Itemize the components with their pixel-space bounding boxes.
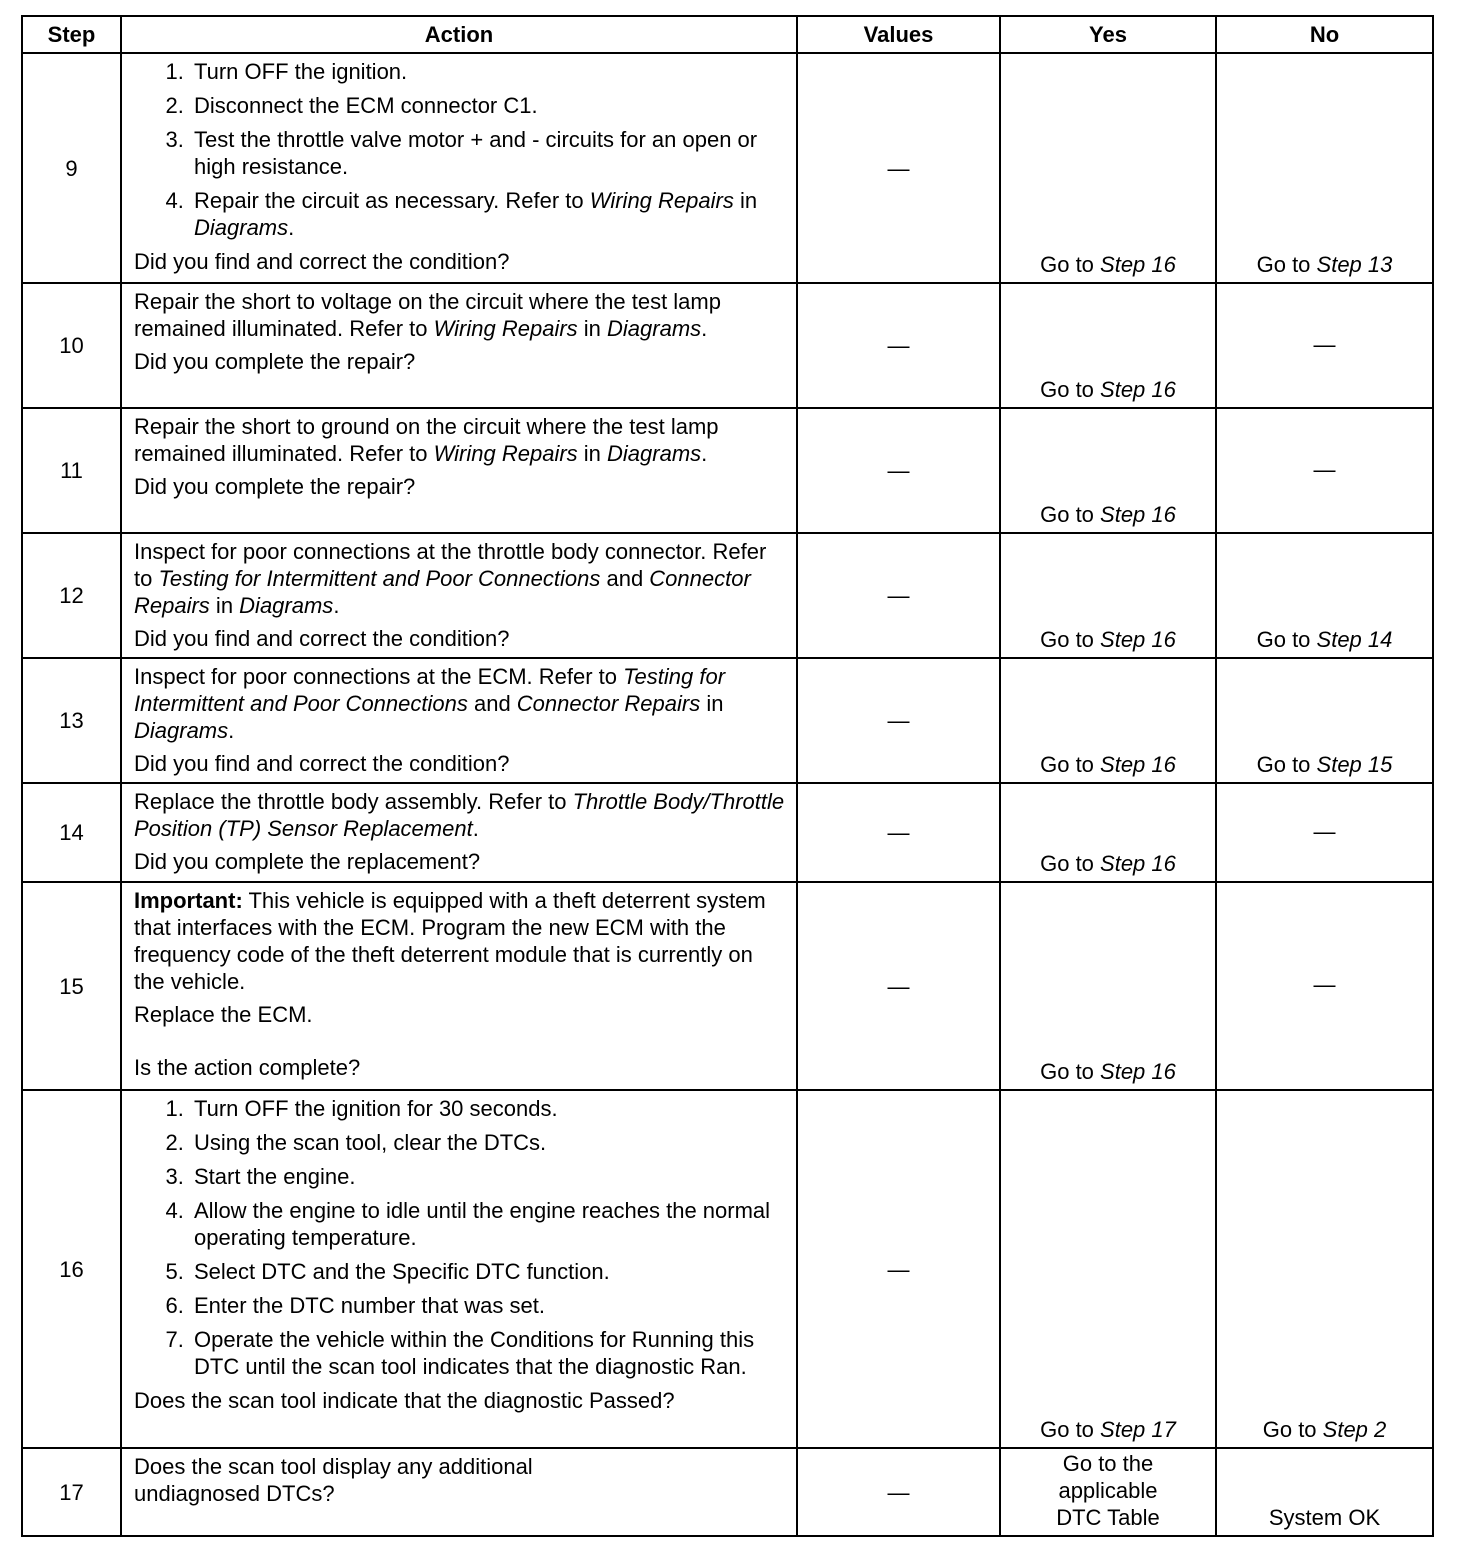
action-step-item: 4. Repair the circuit as necessary. Refer to Wiring Repairs in Diagrams. (190, 187, 786, 241)
yes-cell: Go to Step 16 (1000, 658, 1216, 783)
no-cell: — (1216, 283, 1433, 408)
yes-cell: Go to Step 16 (1000, 408, 1216, 533)
action-question: Did you complete the repair? (134, 474, 416, 499)
yes-cell: Go to Step 16 (1000, 283, 1216, 408)
action-steps (134, 58, 786, 241)
action-cell (121, 882, 797, 1090)
step-number: 16 (22, 1090, 121, 1448)
table-row-step-9 (22, 53, 1433, 283)
table-row-step-10 (22, 283, 1433, 408)
no-cell: — (1216, 882, 1433, 1090)
table-row-step-13 (22, 658, 1433, 783)
values-cell: — (797, 283, 1000, 408)
action-cell (121, 1090, 797, 1448)
action-cell (121, 658, 797, 783)
table-row-step-16 (22, 1090, 1433, 1448)
action-step-item: 5. Select DTC and the Specific DTC function. (190, 1258, 786, 1285)
yes-cell: Go to Step 16 (1000, 533, 1216, 658)
values-cell: — (797, 533, 1000, 658)
action-step-item: 3. Start the engine. (190, 1163, 786, 1190)
values-cell: — (797, 1090, 1000, 1448)
header-no: No (1216, 16, 1433, 53)
action-cell (121, 53, 797, 283)
yes-cell: Go to the applicable DTC Table (1000, 1448, 1216, 1536)
step-number: 14 (22, 783, 121, 882)
values-cell: — (797, 1448, 1000, 1536)
no-cell: System OK (1216, 1448, 1433, 1536)
action-cell (121, 283, 797, 408)
action-question: Did you complete the replacement? (134, 849, 481, 874)
values-cell: — (797, 53, 1000, 283)
values-cell: — (797, 408, 1000, 533)
values-cell: — (797, 783, 1000, 882)
no-cell: Go to Step 15 (1216, 658, 1433, 783)
table-row-step-11 (22, 408, 1433, 533)
yes-cell: Go to Step 17 (1000, 1090, 1216, 1448)
step-number: 12 (22, 533, 121, 658)
values-cell: — (797, 882, 1000, 1090)
action-question: Did you complete the repair? (134, 349, 416, 374)
action-text: Replace the ECM. (134, 1002, 313, 1027)
table-row-step-12 (22, 533, 1433, 658)
action-step-item: 7. Operate the vehicle within the Conditions for Running this DTC until the scan tool indicates that the diagnostic Ran. (190, 1326, 786, 1380)
header-step: Step (22, 16, 121, 53)
action-step-item: 1. Turn OFF the ignition. (190, 58, 786, 85)
header-row (22, 16, 1433, 53)
yes-cell: Go to Step 16 (1000, 882, 1216, 1090)
table-row-step-15 (22, 882, 1433, 1090)
header-action: Action (121, 16, 797, 53)
no-cell: Go to Step 2 (1216, 1090, 1433, 1448)
important-text: This vehicle is equipped with a theft deterrent system that interfaces with the ECM. Program the new ECM with the frequency code of the theft deterrent module that is currently on the vehicle. (134, 888, 766, 994)
action-cell (121, 408, 797, 533)
no-cell: — (1216, 408, 1433, 533)
table-row-step-17 (22, 1448, 1433, 1536)
no-cell: Go to Step 14 (1216, 533, 1433, 658)
action-text: Inspect for poor connections at the throttle body connector. Refer to Testing for Intermittent and Poor Connections and Connector Repairs in Diagrams. (134, 539, 767, 618)
table-row-step-14 (22, 783, 1433, 882)
action-question: Did you find and correct the condition? (134, 249, 510, 274)
action-step-item: 2. Using the scan tool, clear the DTCs. (190, 1129, 786, 1156)
values-cell: — (797, 658, 1000, 783)
important-label: Important: (134, 888, 243, 913)
yes-cell: Go to Step 16 (1000, 53, 1216, 283)
action-step-item: 1. Turn OFF the ignition for 30 seconds. (190, 1095, 786, 1122)
action-text: Replace the throttle body assembly. Refer to Throttle Body/Throttle Position (TP) Sensor Replacement. (134, 789, 785, 841)
action-step-item: 2. Disconnect the ECM connector C1. (190, 92, 786, 119)
step-number: 17 (22, 1448, 121, 1536)
step-number: 13 (22, 658, 121, 783)
step-number: 10 (22, 283, 121, 408)
header-values: Values (797, 16, 1000, 53)
important-note (134, 887, 786, 995)
action-question: Does the scan tool display any additional undiagnosed DTCs? (134, 1454, 533, 1506)
action-text: Repair the short to voltage on the circuit where the test lamp remained illuminated. Refer to Wiring Repairs in Diagrams. (134, 289, 721, 341)
action-steps (134, 1095, 786, 1380)
action-cell (121, 1448, 797, 1536)
no-cell: Go to Step 13 (1216, 53, 1433, 283)
action-question: Does the scan tool indicate that the diagnostic Passed? (134, 1388, 675, 1413)
action-step-item: 4. Allow the engine to idle until the engine reaches the normal operating temperature. (190, 1197, 786, 1251)
action-question: Did you find and correct the condition? (134, 626, 510, 651)
header-yes: Yes (1000, 16, 1216, 53)
action-step-item: 3. Test the throttle valve motor + and - circuits for an open or high resistance. (190, 126, 786, 180)
step-number: 9 (22, 53, 121, 283)
action-cell (121, 783, 797, 882)
action-cell (121, 533, 797, 658)
action-question: Did you find and correct the condition? (134, 751, 510, 776)
action-question: Is the action complete? (134, 1055, 361, 1080)
yes-cell: Go to Step 16 (1000, 783, 1216, 882)
action-text: Inspect for poor connections at the ECM. Refer to Testing for Intermittent and Poor Connections and Connector Repairs in Diagrams. (134, 664, 726, 743)
action-step-item: 6. Enter the DTC number that was set. (190, 1292, 786, 1319)
diagnostic-table (21, 15, 1434, 1537)
step-number: 15 (22, 882, 121, 1090)
action-text: Repair the short to ground on the circuit where the test lamp remained illuminated. Refer to Wiring Repairs in Diagrams. (134, 414, 719, 466)
step-number: 11 (22, 408, 121, 533)
no-cell: — (1216, 783, 1433, 882)
